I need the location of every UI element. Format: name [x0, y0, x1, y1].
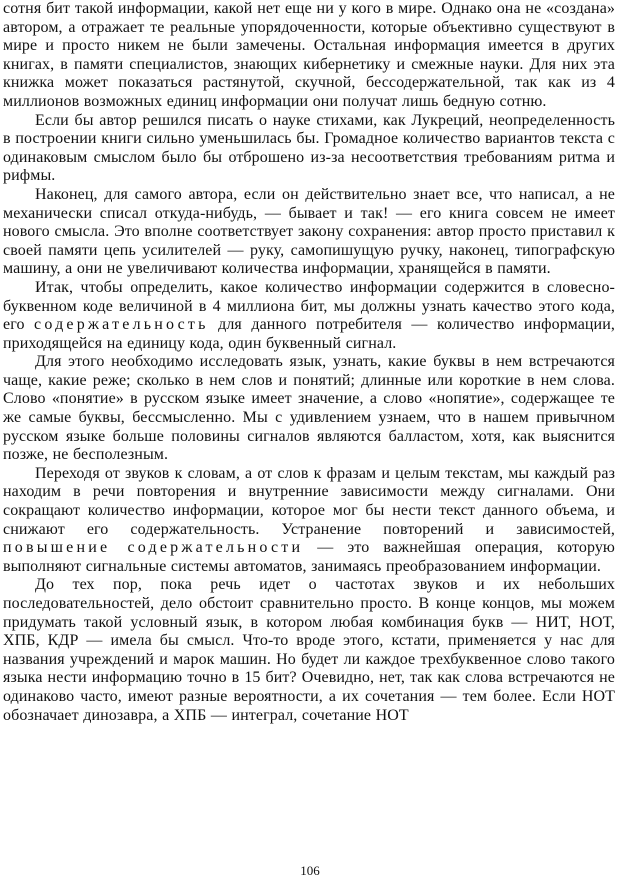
page-number: 106 [300, 863, 320, 878]
paragraph-2: Если бы автор решился писать о науке стихами, как Лукреций, неопределенность в построении книги сильно уменьшилась бы. Громадное количество вариантов текста с одинаковым смыслом было бы отброшено из-за несоответствия требованиям ритма и рифмы. [3, 111, 615, 185]
body-text [3, 0, 615, 725]
paragraph-1: сотня бит такой информации, какой нет еще ни у кого в мире. Однако она не «создана» автором, а отражает те реальные упорядоченности, которые объективно существуют в мире и просто никем не были замечены. Остальная информация имеется в других книгах, в памяти специалистов, знающих кибернетику и смежные науки. Для них эта книжка может показаться растянутой, скучной, бессодержательной, так как из 4 миллионов возможных единиц информации они получат лишь бедную сотню. [3, 0, 615, 110]
paragraph-4-text-before: Итак, чтобы определить, какое количество информации содержится в словесно-буквенном коде величиной в 4 миллиона бит, мы должны узнать качество этого кода, его [3, 278, 615, 334]
emphasis-spaced-term: повышение содержательности [3, 539, 304, 557]
paragraph-6-text-after: — это важнейшая операция, которую выполняют сигнальные системы автоматов, занимаясь преобразованием информации. [3, 539, 615, 575]
paragraph-6-text-before: Переходя от звуков к словам, а от слов к фразам и целым текстам, мы каждый раз находим в речи повторения и внутренние зависимости между сигналами. Они сокращают количество информации, которое мог бы нести текст данного объема, и снижают его содержательность. Устранение повторений и зависимостей, [3, 464, 615, 538]
paragraph-4-text-after: для данного потребителя — количество информации, приходящейся на единицу кода, один буквенный сигнал. [3, 316, 615, 352]
paragraph-4 [3, 279, 615, 353]
paragraph-7: До тех пор, пока речь идет о частотах звуков и их небольших последовательностей, дело обстоит сравнительно просто. В конце концов, мы можем придумать такой условный язык, в котором любая комбинация букв — НИТ, НОТ, ХПБ, КДР — имела бы смысл. Что-то вроде этого, кстати, применяется у нас для названия учреждений и марок машин. Но будет ли каждое трехбуквенное слово такого языка нести информацию точно в 15 бит? Очевидно, нет, так как слова встречаются не одинаково часто, имеют разные вероятности, а их сочетания — тем более. Если НОТ обозначает динозавра, а ХПБ — интеграл, сочетание НОТ [3, 576, 615, 724]
paragraph-6 [3, 465, 615, 577]
paragraph-5: Для этого необходимо исследовать язык, узнать, какие буквы в нем встречаются чаще, какие реже; сколько в нем слов и понятий; длинные или короткие в нем слова. Слово «понятие» в русском языке имеет значение, а слово «нопятие», содержащее те же самые буквы, бессмысленно. Мы с удивлением узнаем, что в нашем привычном русском языке больше половины сигналов являются балластом, хотя, как выяснится позже, не бесполезным. [3, 353, 615, 464]
paragraph-3: Наконец, для самого автора, если он действительно знает все, что написал, а не механически списал откуда-нибудь, — бывает и так! — его книга совсем не имеет нового смысла. Это вполне соответствует закону сохранения: автор просто приставил к своей памяти цепь усилителей — руку, самопишущую ручку, наконец, типографскую машину, а они не увеличивают количества информации, хранящейся в памяти. [3, 185, 615, 278]
emphasis-spaced-term: содержательность [34, 316, 209, 334]
